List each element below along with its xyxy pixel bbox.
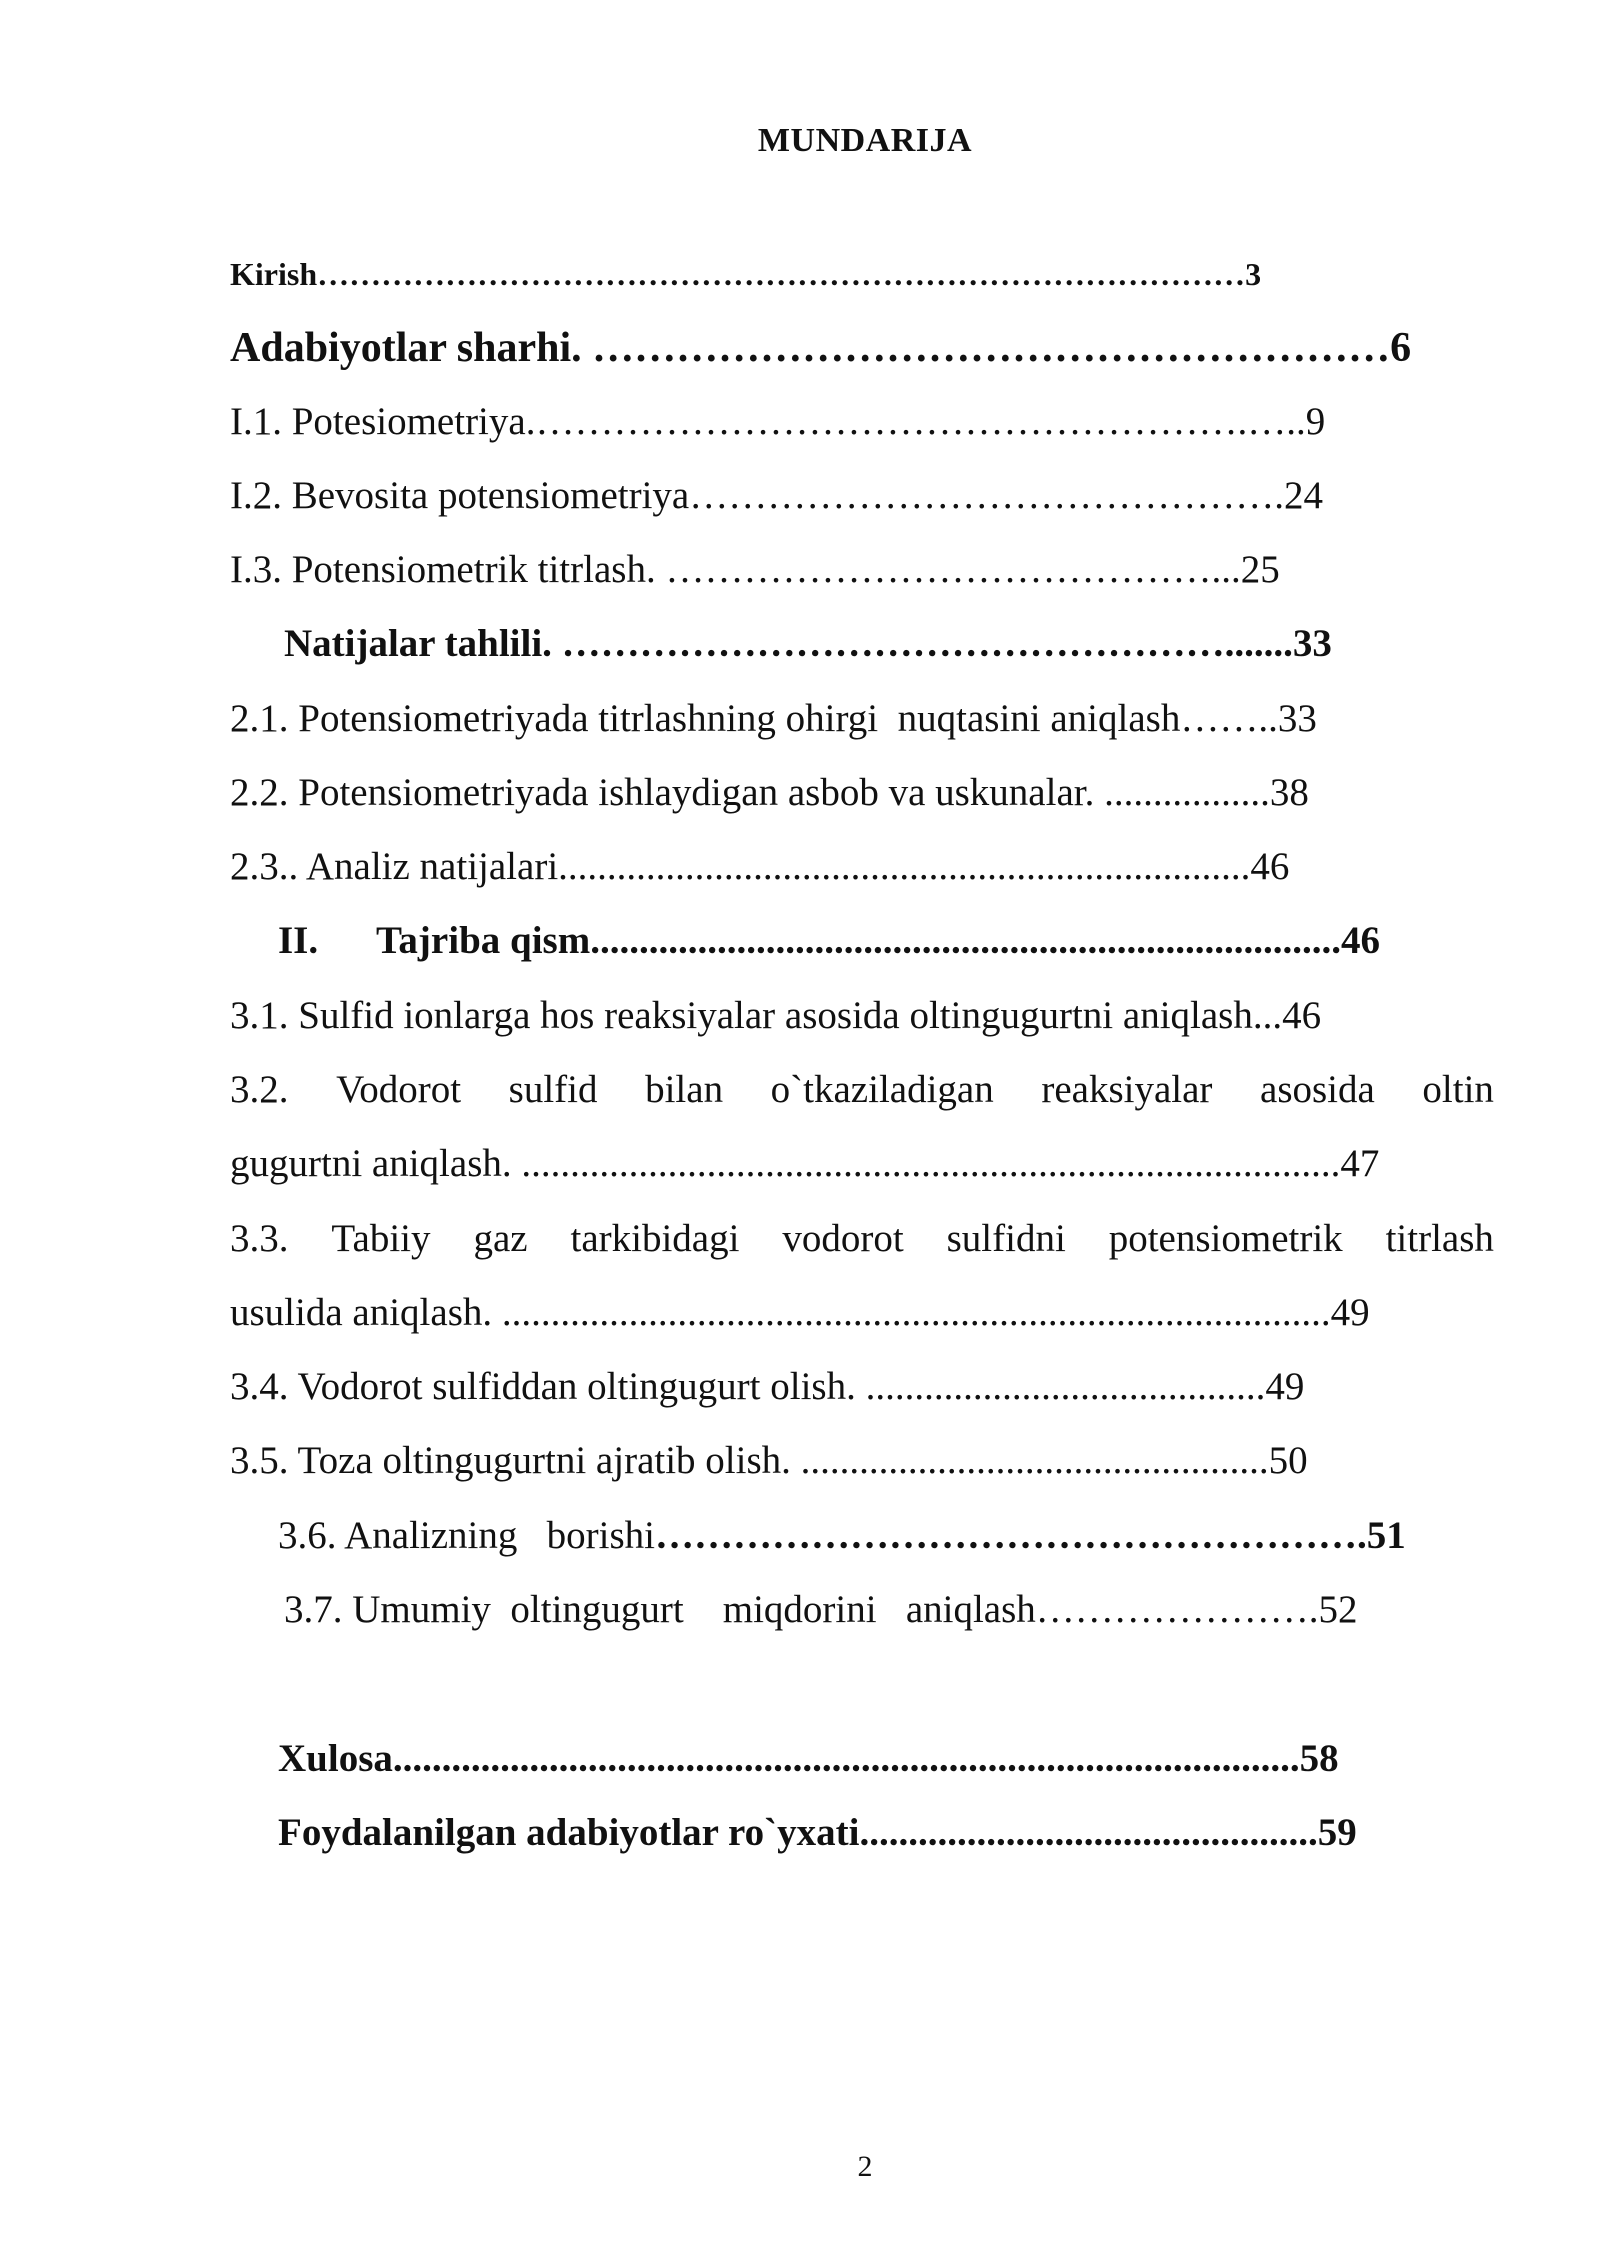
toc-natijalar-tahlili: Natijalar tahlili. …………………………………………….......33 xyxy=(284,622,1332,665)
toc-adabiyotlar-sharhi: Adabiyotlar sharhi. …………………………………………………6 xyxy=(230,325,1412,371)
toc-2-1: 2.1. Potensiometriyada titrlashning ohirgi nuqtasini aniqlash……..33 xyxy=(230,697,1317,740)
toc-3-2-word: sulfid xyxy=(508,1068,598,1111)
toc-3-6-leader: ……………………………………………….51 xyxy=(654,1514,1406,1557)
toc-3-3-word: Tabiiy xyxy=(331,1217,431,1260)
toc-3-4: 3.4. Vodorot sulfiddan oltingugurt olish. .........................................49 xyxy=(230,1365,1305,1408)
toc-tajriba-qism: Tajriba qism.............................................................................46 xyxy=(376,919,1380,962)
toc-3-2-word: asosida xyxy=(1260,1068,1375,1111)
toc-3-6 xyxy=(278,1516,1406,1555)
toc-3-3-word: gaz xyxy=(473,1217,528,1260)
toc-2-3: 2.3.. Analiz natijalari.......................................................................46 xyxy=(230,845,1290,888)
toc-i1: I.1. Potesiometriya.……………………………………………….…..9 xyxy=(230,400,1326,443)
page-number: 2 xyxy=(857,2150,873,2183)
toc-3-2-line1 xyxy=(230,1070,1494,1109)
toc-3-3-line2: usulida aniqlash. .....................................................................................49 xyxy=(230,1291,1370,1334)
toc-3-2-word: oltin xyxy=(1422,1068,1494,1111)
toc-foydalanilgan-adabiyotlar: Foydalanilgan adabiyotlar ro`yxati...............................................59 xyxy=(278,1811,1357,1854)
toc-3-6-label: 3.6. Analizning borishi xyxy=(278,1514,655,1557)
toc-3-2-line2: gugurtni aniqlash. ....................................................................................47 xyxy=(230,1142,1380,1185)
toc-2-2: 2.2. Potensiometriyada ishlaydigan asbob va uskunalar. .................38 xyxy=(230,771,1309,814)
toc-kirish: Kirish……………………………………………………………………………3 xyxy=(230,256,1262,292)
toc-3-2-word: o`tkaziladigan xyxy=(770,1068,994,1111)
toc-3-2-word: reaksiyalar xyxy=(1041,1068,1213,1111)
toc-3-3-word: vodorot xyxy=(782,1217,904,1260)
toc-3-3-word: tarkibidagi xyxy=(570,1217,740,1260)
toc-i3: I.3. Potensiometrik titrlash. ……………………………………...25 xyxy=(230,548,1280,591)
toc-3-2-word: Vodorot xyxy=(336,1068,462,1111)
toc-3-3-line1 xyxy=(230,1219,1494,1258)
toc-tajriba-num: II. xyxy=(278,919,319,962)
toc-3-3-word: potensiometrik xyxy=(1108,1217,1343,1260)
toc-3-2-word: bilan xyxy=(645,1068,724,1111)
toc-3-2-word: 3.2. xyxy=(230,1068,289,1111)
toc-i2: I.2. Bevosita potensiometriya……………………………………….24 xyxy=(230,474,1323,517)
toc-3-7: 3.7. Umumiy oltingugurt miqdorini aniqlash………………….52 xyxy=(284,1588,1358,1631)
toc-3-1: 3.1. Sulfid ionlarga hos reaksiyalar asosida oltingugurtni aniqlash...46 xyxy=(230,994,1322,1037)
toc-3-3-word: sulfidni xyxy=(946,1217,1066,1260)
toc-3-3-word: 3.3. xyxy=(230,1217,289,1260)
page-title: MUNDARIJA xyxy=(757,122,973,159)
toc-xulosa: Xulosa.............................................................................................58 xyxy=(278,1737,1339,1780)
toc-3-3-word: titrlash xyxy=(1385,1217,1494,1260)
toc-3-5: 3.5. Toza oltingugurtni ajratib olish. ................................................50 xyxy=(230,1439,1308,1482)
